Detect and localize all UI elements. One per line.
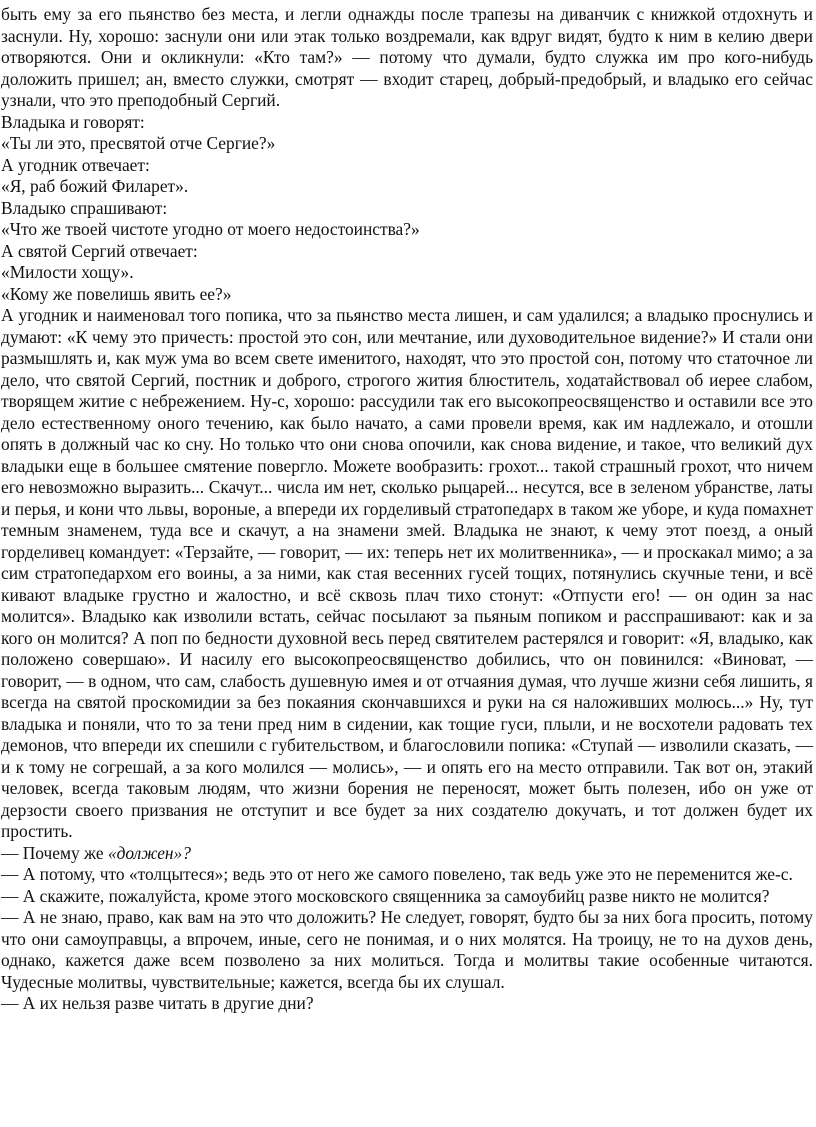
document-page [1,4,813,1015]
paragraph-12 [1,843,813,865]
paragraph-12-text: — Почему же [1,842,108,863]
paragraph-4: А угодник отвечает: [1,154,150,175]
paragraph-13: — А потому, что «толцытеся»; ведь это от него же самого повелено, так ведь уже это не переменится же-с. [1,864,793,884]
paragraph-11: А угодник и наименовал того попика, что за пьянство места лишен, и сам удалился; а владыко проснулись и думают: «К чему это причесть: простой это сон, или мечтание, или духоводительное видение?» И стали они размышлять и, как муж ума во всем свете именитого, находят, что это простой сон, потому что статочное ли дело, что святой Сергий, постник и доброго, строгого жития блюститель, ходатайствовал об иерее слабом, творящем житие с небрежением. Ну-с, хорошо: рассудили так его высокопреосвященство и оставили все это дело естественному оного течению, как было начато, а сами провели время, как им надлежало, и отошли опять в должный час ко сну. Но только что они снова опочили, как снова видение, и такое, что великий дух владыки еще в большее смятение повергло. Можете вообразить: грохот... такой страшный грохот, что ничем его невозможно выразить... Скачут... числа им нет, сколько рыцарей... несутся, все в зеленом убранстве, латы и перья, и кони что львы, вороные, а впереди их горделивый стратопедарх в таком же уборе, и куда помахнет темным знаменем, туда все и скачут, а на знамени змей. Владыка не знают, к чему этот поезд, а оный горделивец командует: «Терзайте, — говорит, — их: теперь нет их молитвенника», — и проскакал мимо; а за сим стратопедархом его воины, а за ними, как стая весенних гусей тощих, потянулись скучные тени, и всё кивают владыке грустно и жалостно, и всё сквозь плач тихо стонут: «Отпусти его! — он один за нас молится». Владыко как изволили встать, сейчас посылают за пьяным попиком и расспрашивают: как и за кого он молится? А поп по бедности духовной весь перед святителем растерялся и говорит: «Я, владыко, как положено совершаю». И насилу его высокопреосвященство добились, что он повинился: «Виноват, — говорит, — в одном, что сам, слабость душевную имея и от отчаяния думая, что лучше жизни себя лишить, я всегда на святой проскомидии за без покаяния скончавшихся и руки на ся наложивших молюсь...» Ну, тут владыка и поняли, что то за тени пред ним в сидении, как тощие гуси, плыли, и не восхотели радовать тех демонов, что впереди их спешили с губительством, и благословили попика: «Ступай — изволили сказать, — и к тому не согрешай, а за кого молился — молись», — и опять его на место отправили. Так вот он, этакий человек, всегда таковым людям, что жизни борения не переносят, может быть полезен, ибо он уже от дерзости своего призвания не отступит и все будет за них создателю докучать, и тот должен будет их простить. [1,305,813,841]
paragraph-9: «Милости хощу». [1,262,134,282]
paragraph-2: Владыка и говорят: [1,111,145,132]
paragraph-7: «Что же твоей чистоте угодно от моего недостоинства?» [1,219,420,239]
paragraph-3: «Ты ли это, пресвятой отче Сергие?» [1,133,276,153]
paragraph-15: — А не знаю, право, как вам на это что доложить? Не следует, говорят, будто бы за них бога просить, потому что они самоуправцы, а впрочем, иные, сего не понимая, и о них молятся. На троицу, не то на духов день, однако, кажется даже всем позволено за них молиться. Тогда и молитвы такие особенные читаются. Чудесные молитвы, чувствительные; кажется, всегда бы их слушал. [1,907,813,992]
paragraph-14: — А скажите, пожалуйста, кроме этого московского священника за самоубийц разве никто не молится? [1,885,770,906]
paragraph-10: «Кому же повелишь явить ее?» [1,283,232,304]
paragraph-1: быть ему за его пьянство без места, и легли однажды после трапезы на диванчик с книжкой отдохнуть и заснули. Ну, хорошо: заснули они или этак только воздремали, как вдруг видят, будто к ним в келию двери отворяются. Они и окликнули: «Кто там?» — потому что думали, будто служка им про кого-нибудь доложить пришел; ан, вместо служки, смотрят — входит старец, добрый-предобрый, и владыко его сейчас узнали, что это преподобный Сергий. [1,4,813,110]
paragraph-6: Владыко спрашивают: [1,197,168,218]
paragraph-8: А святой Сергий отвечает: [1,240,198,261]
paragraph-5: «Я, раб божий Филарет». [1,176,189,196]
emphasized-word: «должен»? [107,842,191,863]
paragraph-16: — А их нельзя разве читать в другие дни? [1,993,314,1013]
